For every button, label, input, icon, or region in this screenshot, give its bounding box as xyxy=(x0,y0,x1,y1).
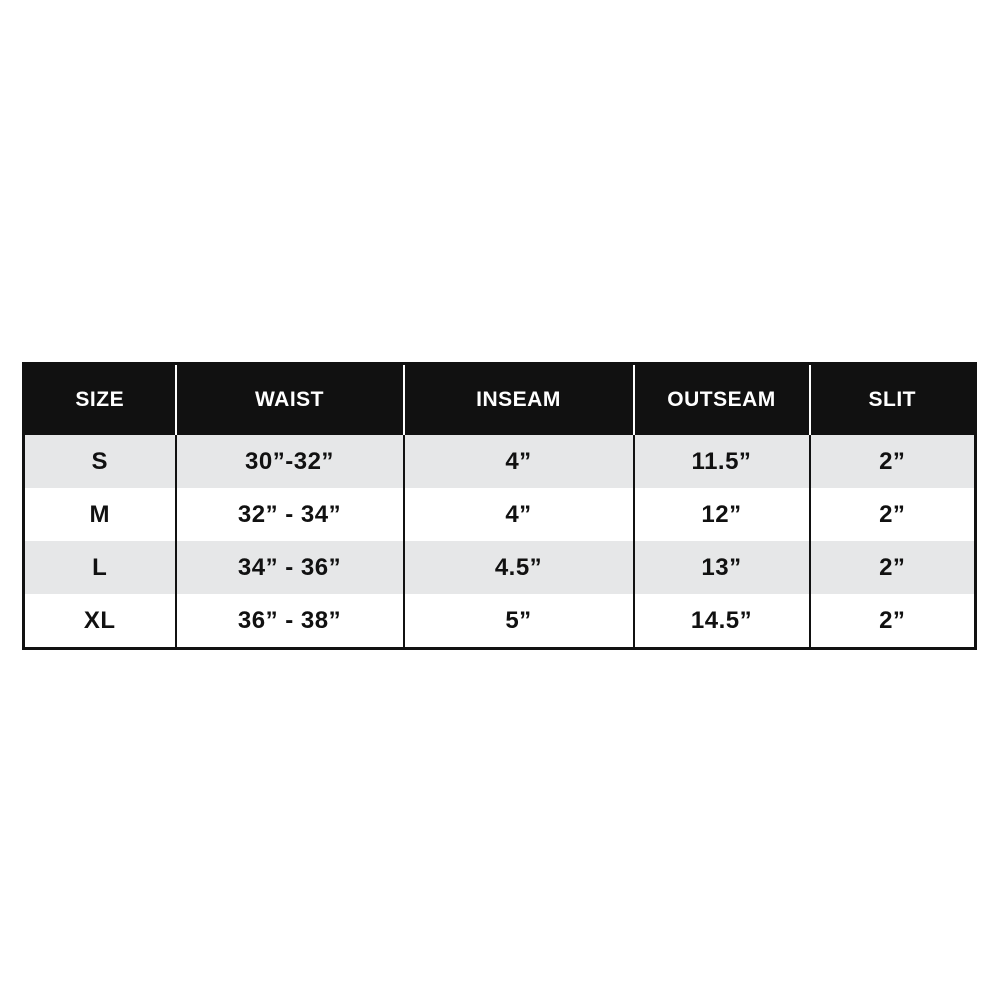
cell-inseam: 4” xyxy=(404,435,634,488)
column-header-waist: WAIST xyxy=(176,364,404,436)
table-row xyxy=(24,435,976,488)
cell-waist: 32” - 34” xyxy=(176,488,404,541)
table-header xyxy=(24,364,976,436)
column-header-inseam: INSEAM xyxy=(404,364,634,436)
cell-slit: 2” xyxy=(810,541,976,594)
cell-size: XL xyxy=(24,594,176,649)
cell-size: M xyxy=(24,488,176,541)
table-row xyxy=(24,488,976,541)
cell-inseam: 4.5” xyxy=(404,541,634,594)
cell-size: L xyxy=(24,541,176,594)
cell-waist: 34” - 36” xyxy=(176,541,404,594)
size-chart-container xyxy=(22,362,974,650)
table-row xyxy=(24,594,976,649)
cell-outseam: 13” xyxy=(634,541,810,594)
cell-inseam: 5” xyxy=(404,594,634,649)
size-chart-table xyxy=(22,362,977,650)
column-header-slit: SLIT xyxy=(810,364,976,436)
column-header-size: SIZE xyxy=(24,364,176,436)
cell-waist: 36” - 38” xyxy=(176,594,404,649)
table-header-row xyxy=(24,364,976,436)
cell-inseam: 4” xyxy=(404,488,634,541)
cell-size: S xyxy=(24,435,176,488)
cell-outseam: 11.5” xyxy=(634,435,810,488)
table-row xyxy=(24,541,976,594)
cell-slit: 2” xyxy=(810,594,976,649)
cell-slit: 2” xyxy=(810,435,976,488)
cell-waist: 30”-32” xyxy=(176,435,404,488)
table-body xyxy=(24,435,976,649)
cell-slit: 2” xyxy=(810,488,976,541)
column-header-outseam: OUTSEAM xyxy=(634,364,810,436)
cell-outseam: 14.5” xyxy=(634,594,810,649)
cell-outseam: 12” xyxy=(634,488,810,541)
